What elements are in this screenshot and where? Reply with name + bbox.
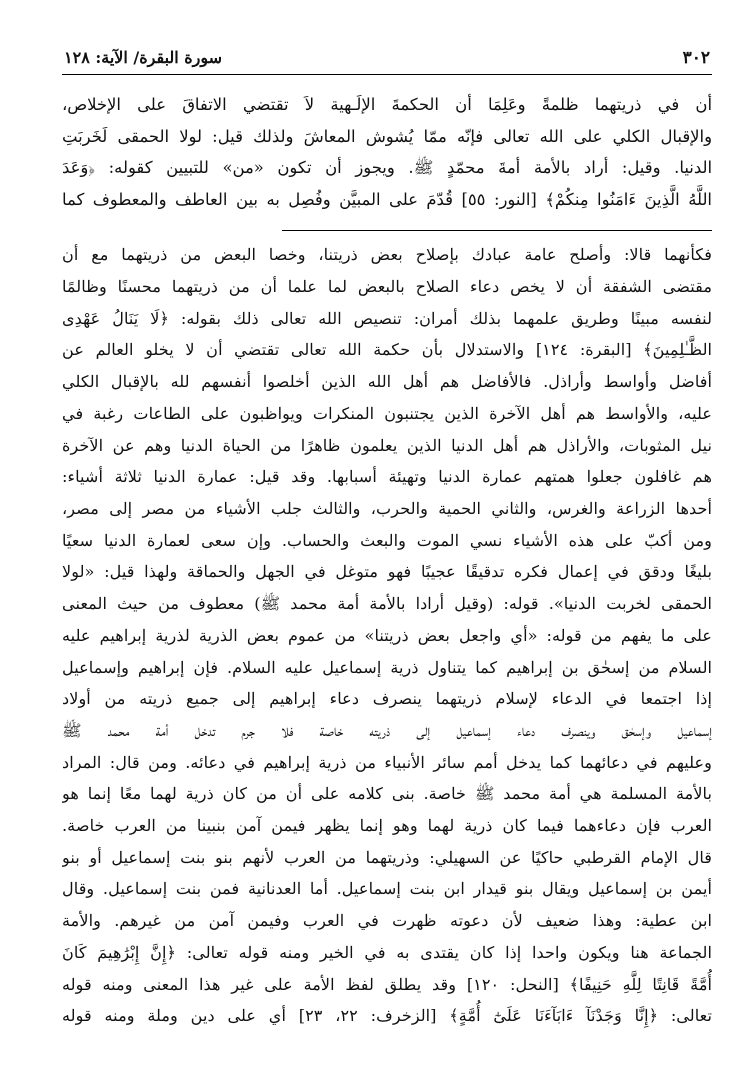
commentary-line: الظَّـٰلِمِينَ﴾ [البقرة: ١٢٤] والاستدلال بأن حكمة الله تعالى تقتضي أن لا يخلو العالم عن <box>62 340 712 360</box>
page-header <box>62 44 712 75</box>
commentary-line: عليه، والأواسط هم أهل الآخرة الذين يجتنبون المنكرات ويواظبون على الطاعات رغبة في <box>62 403 712 423</box>
tafsir-line: والإقبال الكلي على الله تعالى فإنّه ممّا يُشوش المعاشَ ولذلك قيل: لولا الحمقى لَخَربَتِ <box>62 126 712 146</box>
commentary-line: الحمقى لخربت الدنيا». قوله: (وقيل أرادا بالأمة أمة محمد ﷺ) معطوف من حيث المعنى <box>62 594 712 614</box>
book-page <box>62 44 712 1032</box>
commentary-line: أحدها الزراعة والغرس، والثاني الحمية والحرب، والثالث جلب الأشياء من مصر إلى مصر، <box>62 499 712 518</box>
commentary-line: نيل المثوبات، والأراذل هم أهل الدنيا الذين يعلمون ظاهرًا من الحياة الدنيا وهم عن الآخرة <box>62 435 712 455</box>
commentary-line: إسماعيل وإسحٰق وينصرف دعاء إسماعيل إلى ذريته خاصة فلا جرم تدخل أمة محمد ﷺ <box>62 720 712 740</box>
tafsir-line: الدنيا. وقيل: أراد بالأمة أمةَ محمّدٍ ﷺ. ويجوز أن تكون «من» للتبيين كقوله: ﴿وَعَدَ <box>62 158 712 178</box>
commentary-line: قال الإمام القرطبي حاكيًا عن السهيلي: وذريتهما من العرب لأنهم بنو بنت إسماعيل أو بنو <box>62 847 712 867</box>
commentary-line: أُمَّةً قَانِتًا لِلَّهِ حَنِيفًا﴾ [النحل: ١٢٠] وقد يطلق لفظ الأمة على غير هذا المعنى ومنه قوله <box>62 974 712 994</box>
commentary-line: العرب فإن دعاءهما فيما كان ذرية لهما وهو إنما يظهر فيمن آمن بنبينا من العرب خاصة. <box>62 816 712 836</box>
tafsir-main-text <box>62 89 712 215</box>
commentary-line: هم غافلون جعلوا همتهم عمارة الدنيا وتهيئة أسبابها. وقد قيل: عمارة الدنيا ثلاثة أشياء: <box>62 467 712 487</box>
commentary-line: بالأمة المسلمة هي أمة محمد ﷺ خاصة. بنى كلامه على أن من كان ذرية لهما معًا إنما هو <box>62 784 712 804</box>
commentary-text <box>62 239 712 1032</box>
commentary-line: إذا اجتمعا في الدعاء لإسلام ذريتهما ينصرف دعاء إبراهيم إلى جميع ذريته من أولاد <box>62 689 712 709</box>
surah-reference: سورة البقرة/ الآية: ١٢٨ <box>64 48 223 67</box>
commentary-line: ومن أكبّ على هذه الأشياء نسي الموت والبعث والحساب. وإن سعى لعمارة الدنيا سعيًا <box>62 530 712 550</box>
commentary-line: مقتضى الشفقة أن لا يخص دعاء الصلاح بالبعض لما علما أن من ذريتهما محسنًا وظالمًا <box>62 277 712 297</box>
commentary-line: فكأنهما قالا: وأصلح عامة عبادك بإصلاح بعض ذريتنا، وخصا البعض من ذريتهما مع أن <box>62 245 712 265</box>
tafsir-line: اللَّهُ الَّذِينَ ءَامَنُوا مِنكُمْ﴾ [النور: ٥٥] قُدّمَ على المبيَّن وفُصِل به بين العاطف والمعطوف كما <box>62 189 712 209</box>
footnote-separator <box>282 230 712 231</box>
commentary-line: تعالى: ﴿إِنَّا وَجَدْنَآ ءَابَآءَنَا عَلَىٰٓ أُمَّةٍ﴾ [الزخرف: ٢٢، ٢٣] أي على دين وملة ومنه قوله <box>62 1006 712 1026</box>
commentary-line: وعليهم في دعائهما كما يدخل أمم سائر الأنبياء من ذرية إبراهيم في دعائه. ومن قال: المراد <box>62 752 712 772</box>
commentary-line: السلام من إسحٰق بن إبراهيم كما يتناول ذرية إسماعيل عليه السلام. فإن إبراهيم وإسماعيل <box>62 657 712 677</box>
commentary-line: لنفسه مبينًا وطريق علمهما بذلك أمران: تنصيص الله تعالى ذلك بقوله: ﴿لَا يَنَالُ عَهْدِى <box>62 308 712 328</box>
commentary-line: ابن عطية: وهذا ضعيف لأن دعوته ظهرت في العرب وفيمن آمن من غيرهم. والأمة <box>62 911 712 931</box>
tafsir-line: أن في ذريتهما ظلمةً وعَلِمَا أن الحكمةَ الإلَـهية لاَ تقتضي الاتفاقَ على الإخلاص، <box>62 95 712 114</box>
commentary-line: أفاضل وأواسط وأراذل. فالأفاضل هم أهل الله الذين أخلصوا أنفسهم لله بالإقبال الكلي <box>62 372 712 392</box>
commentary-line: أيمن بن إسماعيل ويقال بنو قيدار ابن بنت إسماعيل. أما العدنانية فمن بنت إسماعيل. وقال <box>62 879 712 899</box>
commentary-line: بليغًا ودقق في إعمال فكره تدقيقًا عجيبًا فهو متوغل في الجهل والحماقة ولهذا قيل: «لولا <box>62 562 712 582</box>
page-number: ٣٠٢ <box>682 48 710 68</box>
commentary-line: على ما يفهم من قوله: «أي واجعل بعض ذريتنا» من عموم بعض الذرية لذرية إبراهيم عليه <box>62 625 712 645</box>
commentary-line: الجماعة هنا ويكون واحدا إذا كان يقتدى به في الخير ومنه قوله تعالى: ﴿إِنَّ إِبْرَٰهِيمَ كَانَ <box>62 942 712 962</box>
